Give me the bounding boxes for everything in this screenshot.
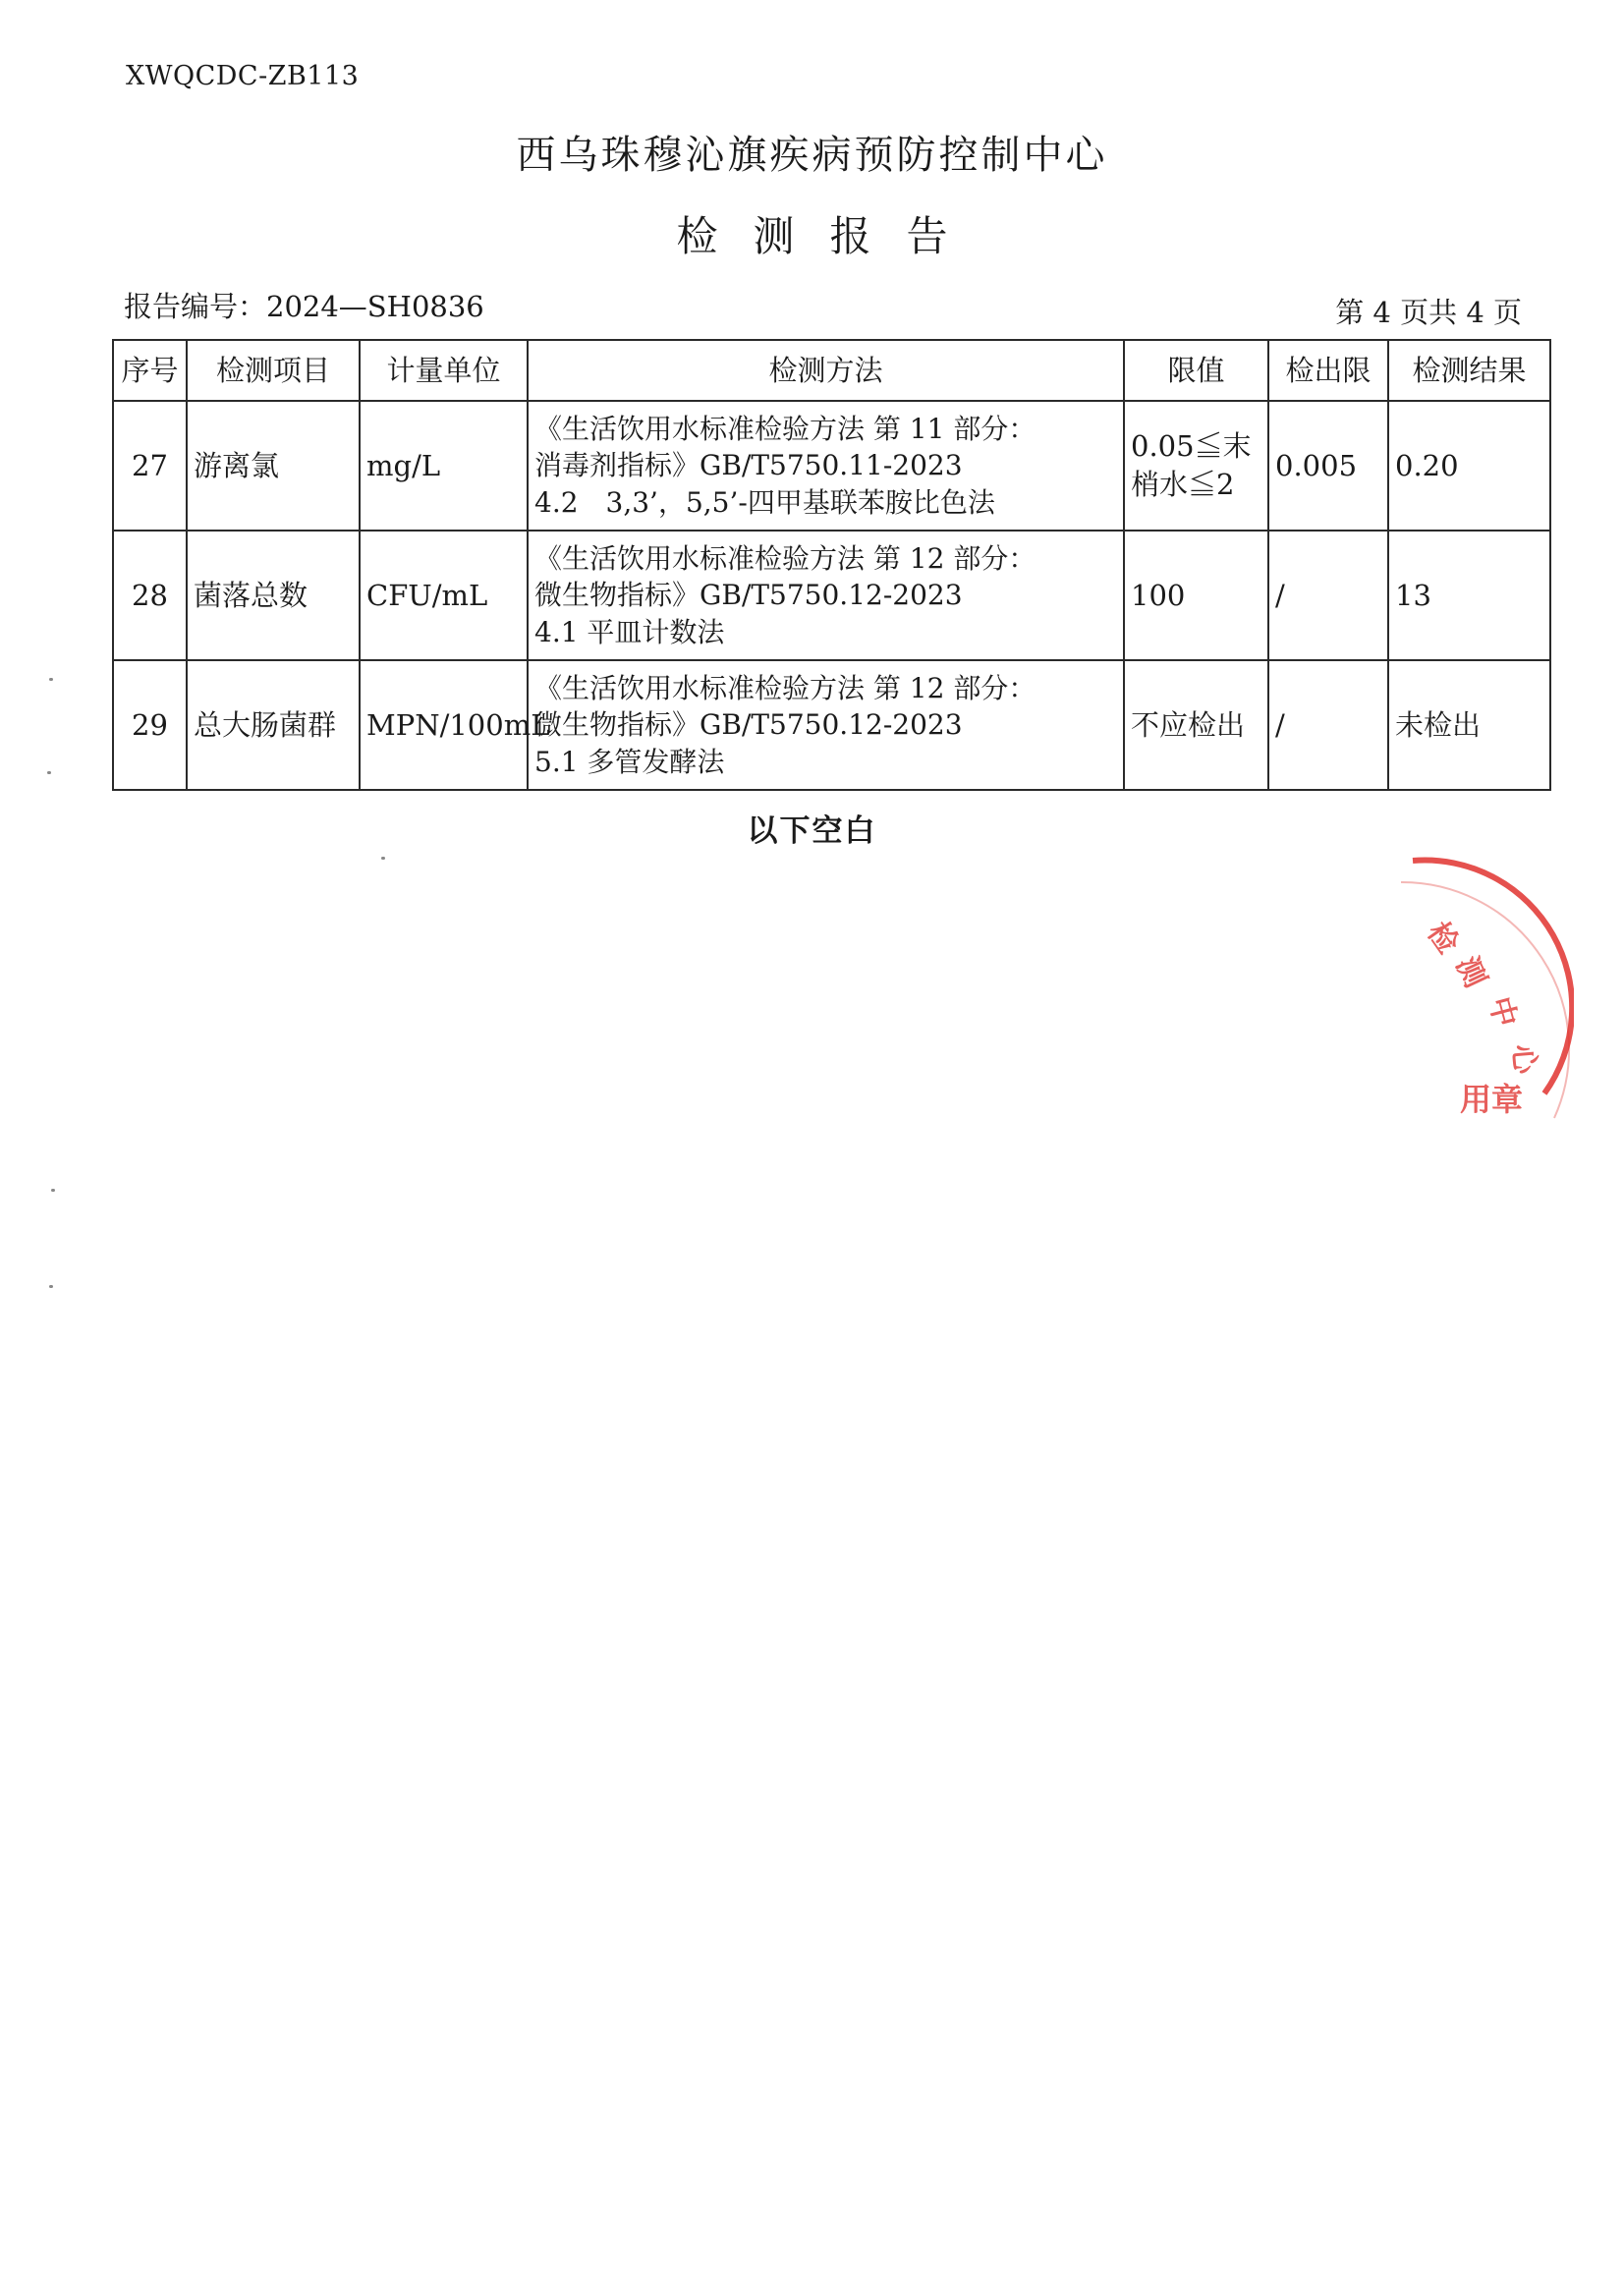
- results-table: [112, 339, 1551, 791]
- seal-graphic: [1387, 853, 1574, 1167]
- col-header-unit: 计量单位: [360, 340, 528, 401]
- method-line: 《生活饮用水标准检验方法 第 12 部分：: [534, 541, 1036, 575]
- svg-text:用章: 用章: [1460, 1081, 1524, 1118]
- cell-index: 29: [113, 660, 187, 790]
- cell-detection-limit: /: [1268, 531, 1388, 660]
- method-line: 4.2 3,3’，5,5’-四甲基联苯胺比色法: [534, 485, 995, 519]
- report-title: 检测报告: [676, 212, 983, 260]
- cell-unit: mg/L: [360, 401, 528, 531]
- scan-speck: [51, 1189, 55, 1192]
- cell-item: 游离氯: [187, 401, 360, 531]
- cell-index: 27: [113, 401, 187, 531]
- method-line: 《生活饮用水标准检验方法 第 12 部分：: [534, 671, 1036, 704]
- blank-below-note: 以下空白: [747, 813, 877, 849]
- scan-speck: [47, 771, 51, 774]
- method-line: 4.1 平皿计数法: [534, 615, 725, 648]
- cell-unit: MPN/100mL: [360, 660, 528, 790]
- organization-name: 西乌珠穆沁旗疾病预防控制中心: [516, 133, 1108, 178]
- cell-method: [528, 660, 1124, 790]
- scan-speck: [49, 1285, 53, 1288]
- method-line: 5.1 多管发酵法: [534, 745, 725, 778]
- cell-limit: 0.05≦末梢水≦2: [1124, 401, 1268, 531]
- method-line: 消毒剂指标》GB/T5750.11-2023: [534, 449, 963, 482]
- cell-result: 未检出: [1388, 660, 1550, 790]
- cell-item: 菌落总数: [187, 531, 360, 660]
- col-header-item: 检测项目: [187, 340, 360, 401]
- scan-speck: [49, 678, 53, 681]
- table-row: [113, 531, 1550, 660]
- cell-limit: 不应检出: [1124, 660, 1268, 790]
- page-number: 第 4 页共 4 页: [1335, 296, 1522, 329]
- col-header-detection-limit: 检出限: [1268, 340, 1388, 401]
- col-header-result: 检测结果: [1388, 340, 1550, 401]
- col-header-limit: 限值: [1124, 340, 1268, 401]
- cell-method: [528, 531, 1124, 660]
- svg-text:检: 检: [1420, 916, 1466, 961]
- cell-index: 28: [113, 531, 187, 660]
- cell-limit: 100: [1124, 531, 1268, 660]
- cell-detection-limit: 0.005: [1268, 401, 1388, 531]
- document-code: XWQCDC-ZB113: [126, 61, 360, 91]
- svg-text:测: 测: [1448, 951, 1493, 993]
- cell-unit: CFU/mL: [360, 531, 528, 660]
- table-header-row: [113, 340, 1550, 401]
- col-header-method: 检测方法: [528, 340, 1124, 401]
- table-row: [113, 660, 1550, 790]
- cell-method: [528, 401, 1124, 531]
- method-line: 微生物指标》GB/T5750.12-2023: [534, 579, 963, 612]
- cell-item: 总大肠菌群: [187, 660, 360, 790]
- svg-text:心: 心: [1505, 1042, 1542, 1076]
- report-number: 报告编号：2024—SH0836: [124, 290, 484, 323]
- scan-speck: [381, 857, 385, 860]
- cell-result: 13: [1388, 531, 1550, 660]
- method-line: 《生活饮用水标准检验方法 第 11 部分：: [534, 412, 1036, 445]
- svg-text:中: 中: [1482, 993, 1523, 1032]
- cell-result: 0.20: [1388, 401, 1550, 531]
- official-seal: [1387, 853, 1574, 1167]
- table-row: [113, 401, 1550, 531]
- method-line: 微生物指标》GB/T5750.12-2023: [534, 708, 963, 742]
- col-header-index: 序号: [113, 340, 187, 401]
- cell-detection-limit: /: [1268, 660, 1388, 790]
